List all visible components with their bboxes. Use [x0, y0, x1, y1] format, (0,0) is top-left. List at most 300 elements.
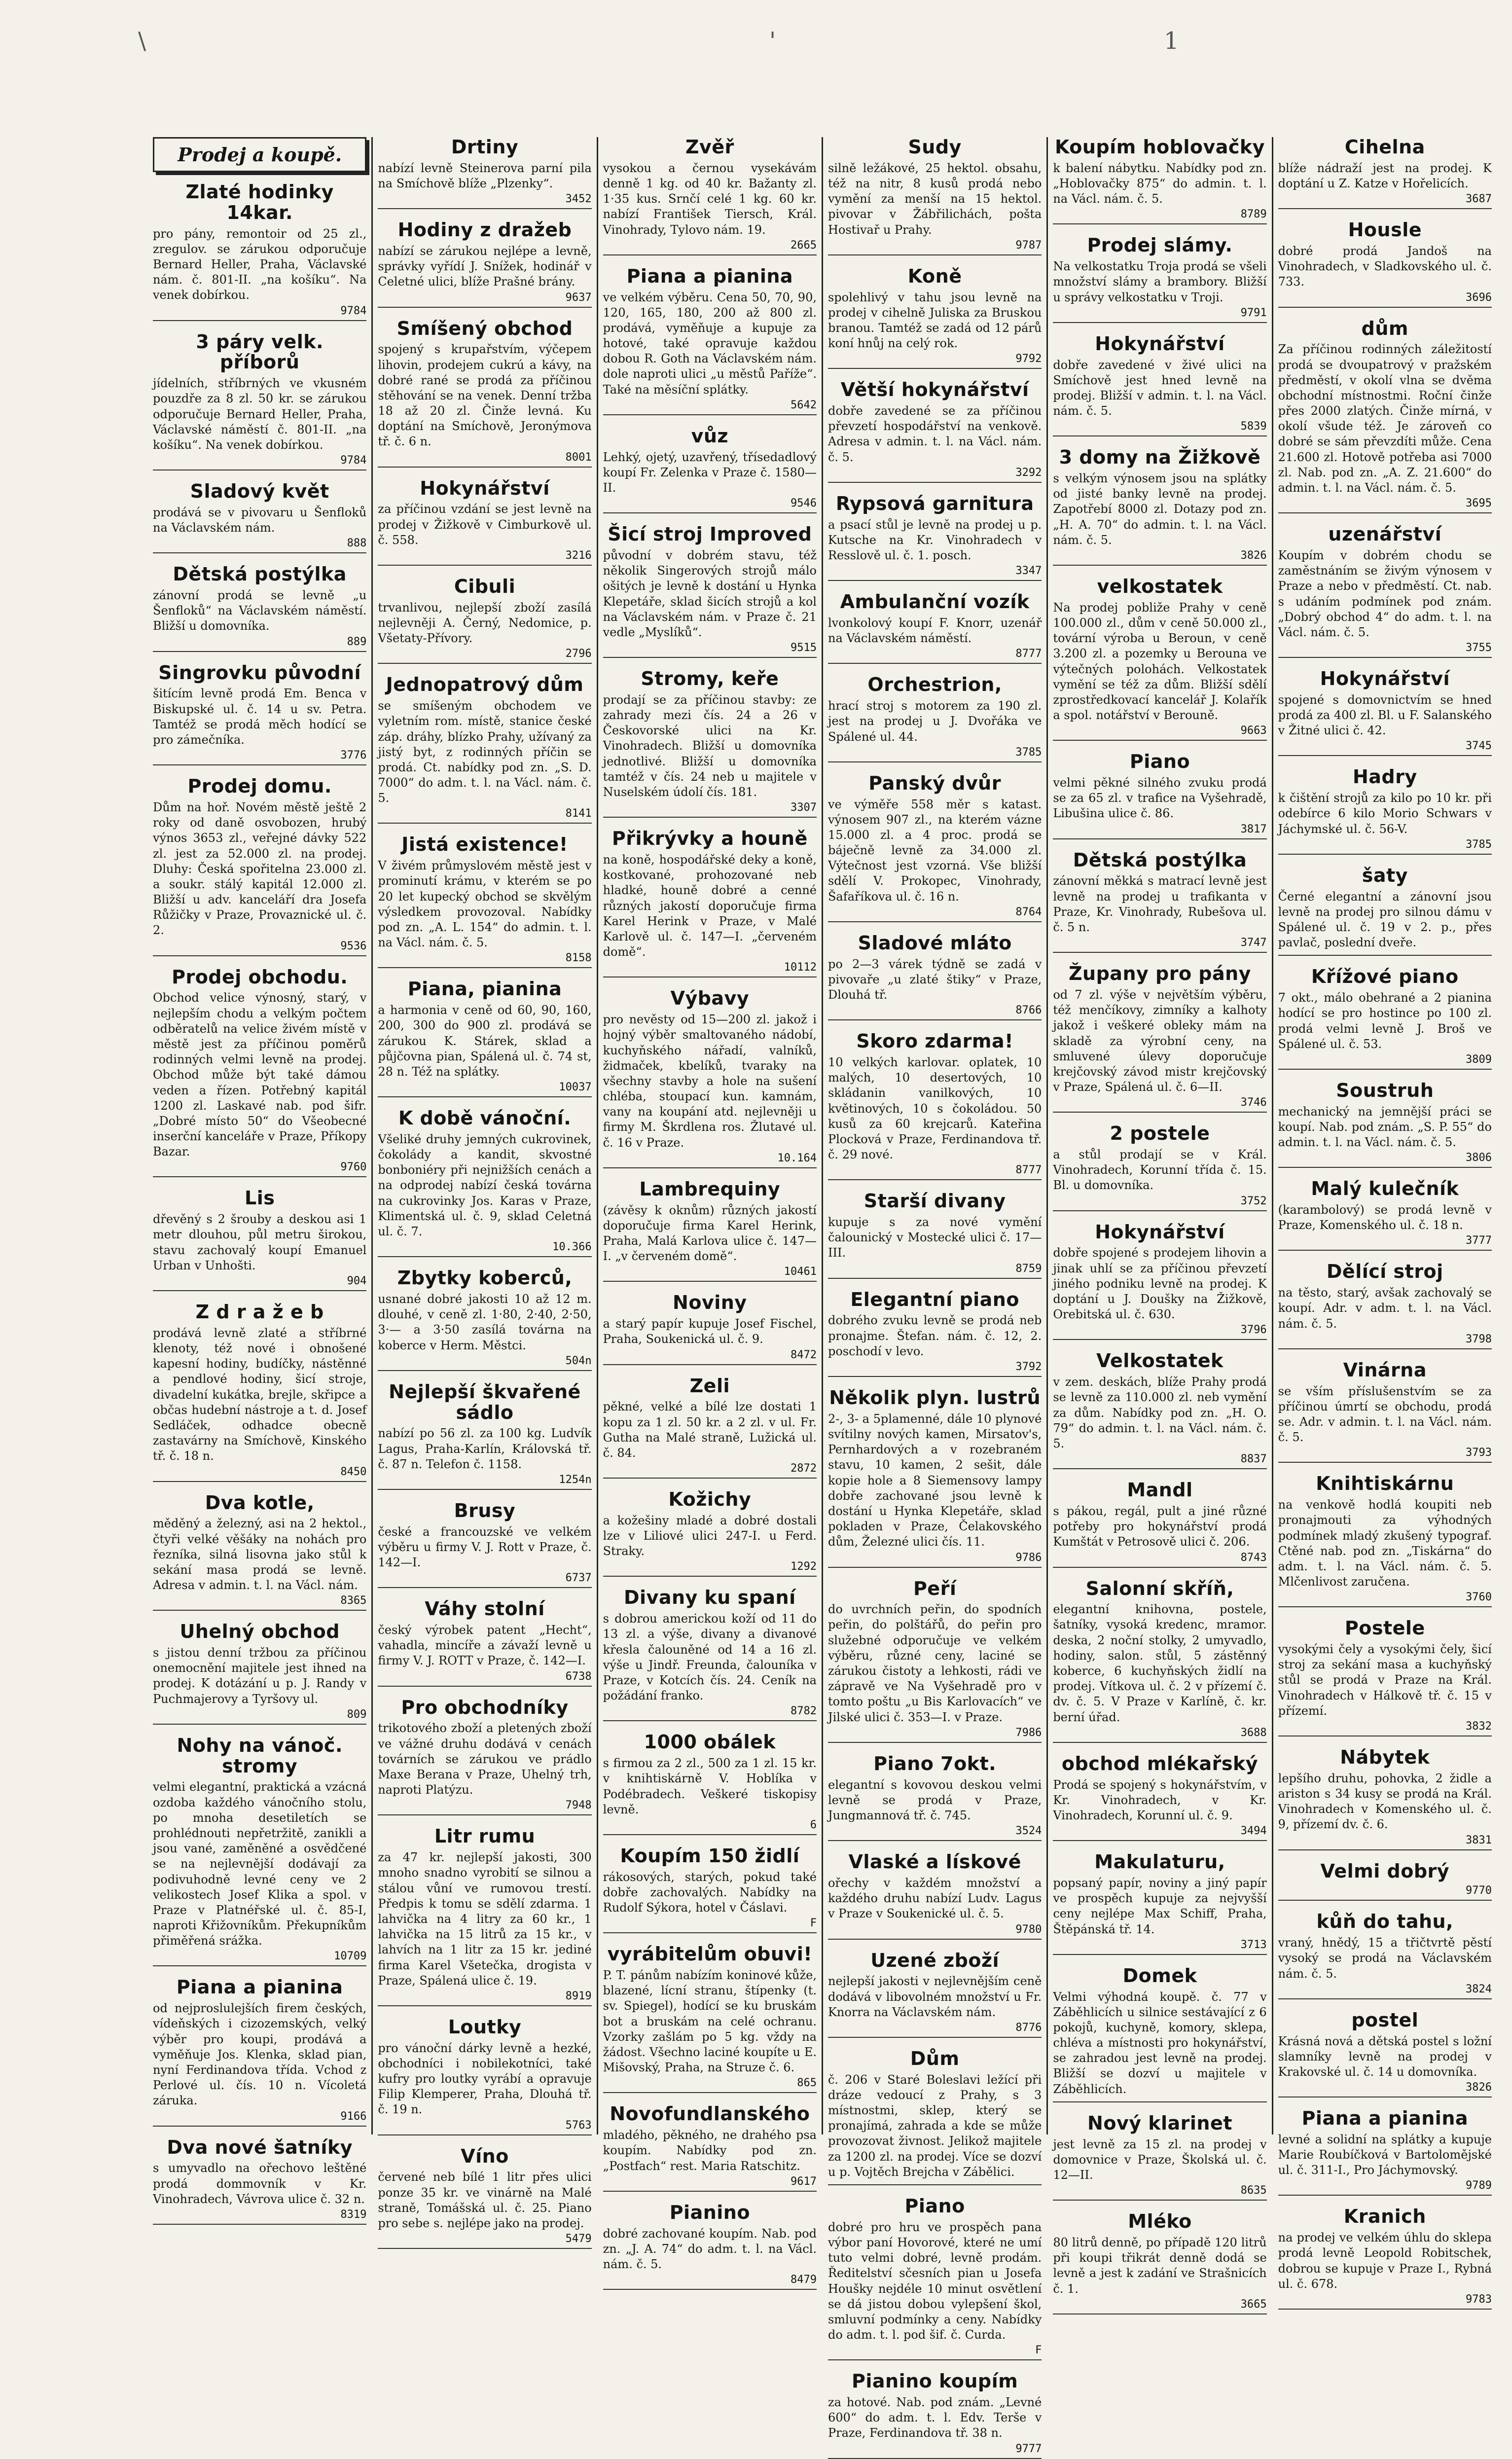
ad-reference-number: 3713 — [1240, 1938, 1267, 1951]
ad-text: ve výměře 558 měr s katast. výnosem 907 zl., na kterém vázne 15.000 zl. a 4 proc. prodá se báječně levně za 34.000 zl. Výtečnost jest vzorná. Vše bližší sdělí V. Prokopec, Vinohrady, Šafaříkova ul. č. 16 n. — [828, 797, 1042, 904]
ad-reference-number: 9770 — [1465, 1884, 1492, 1897]
classified-ad — [1278, 1360, 1492, 1463]
ad-title: Ambulanční vozík — [840, 591, 1030, 613]
ad-title: Víno — [461, 2145, 509, 2167]
classified-ad — [828, 675, 1042, 762]
ad-text: zánovní měkká s matrací levně jest levně na prodej u trafikanta v Praze, Kr. Vinohrady, Rubešova ul. č. 5 n. — [1053, 874, 1267, 935]
ad-title: kůň do tahu, — [1316, 1911, 1454, 1933]
ad-reference-number: 8319 — [340, 2208, 367, 2221]
ad-text: trvanlivou, nejlepší zboží zasílá nejlevněji A. Černý, Nedomice, p. Všetaty-Přívory. — [378, 600, 592, 646]
classified-ad — [828, 1754, 1042, 1841]
ad-text: Na prodej pobliže Prahy v ceně 100.000 zl., dům v ceně 50.000 zl., tovární výroba u Beroun, v ceně 3.200 zl. a pozemky u Berouna ve výtečných polohách. Velkostatek vymění se též za dům. Bližší sdělí zprostředkovací kancelář J. Kolařík a spol. notářství v Berouně. — [1053, 600, 1267, 723]
classified-ad — [1053, 235, 1266, 323]
classified-ad — [378, 979, 591, 1097]
ad-reference-number: 7948 — [565, 1799, 592, 1812]
ad-reference-number: 10461 — [784, 1266, 817, 1278]
ad-text: nabízí po 56 zl. za 100 kg. Ludvík Lagus, Praha-Karlín, Královská tř. č. 87 n. Telefon č. 1158. — [378, 1426, 592, 1471]
ad-title: Soustruh — [1336, 1079, 1434, 1101]
ad-text: elegantní s kovovou deskou velmi levně se prodá v Praze, Jungmannová tř. č. 745. — [828, 1777, 1042, 1822]
classified-ad — [603, 137, 817, 255]
ad-reference-number: 889 — [347, 635, 367, 648]
ad-text: od nejproslulejších firem českých, vídeňských i cizozemských, velký výběr pro koupi, prodává a vyměňuje Jos. Klenka, sklad pian, nyní Ferdinandova třída. Vchod z Perlové ul. čís. 10 n. Vícoletá záruka. — [153, 2001, 367, 2108]
ad-reference-number: 3793 — [1465, 1446, 1492, 1459]
ad-reference-number: 3760 — [1465, 1591, 1492, 1604]
ad-text: spojené s domovnictvím se hned prodá za 400 zl. Bl. u F. Salanského v Žitné ulici č. 42. — [1278, 692, 1492, 738]
classified-ad — [153, 1302, 366, 1482]
ad-title: Dům — [910, 2047, 960, 2069]
ad-text: 2-, 3- a 5plamenné, dále 10 plynové svítilny nových kamen, Mirsatov's, Pernhardových a v rozebraném stavu, 10 kamen, 2 sešit, dále kopie hole a 8 Siemensovy lampy dobře zachované jsou levně k dostání u Hynka Klepetáře, sklad pokladen v Praze, Čelakovského dům, Železné ulici čís. 11. — [828, 1411, 1042, 1549]
ad-text: a stůl prodají se v Král. Vinohradech, Korunní třída č. 15. Bl. u domovníka. — [1053, 1148, 1267, 1193]
ad-title: Mléko — [1128, 2210, 1192, 2233]
ad-reference-number: 9637 — [565, 291, 592, 304]
ad-title: Hokynářství — [1320, 668, 1450, 690]
classified-ad — [1053, 1966, 1266, 2102]
classified-ad — [828, 1951, 1042, 2038]
ad-reference-number: 1292 — [791, 1560, 817, 1573]
ad-title: Divany ku spaní — [624, 1587, 796, 1609]
ad-title: Pro obchodníky — [401, 1696, 569, 1718]
classified-ad — [153, 1736, 366, 1967]
ad-reference-number: 3831 — [1465, 1834, 1492, 1846]
classified-ad — [1278, 2206, 1492, 2310]
ad-title: Sladový květ — [190, 480, 329, 503]
ad-text: velmi elegantní, praktická a vzácná ozdoba každého vánočního stolu, po mnoha desetiletích se prohlédnouti nepřetržitě, zanikli a jsou vané, zaměněné a osvědčené se na nejlevnější dodávají za podivuhodně levné ceny ve 2 velikostech Josef Klika a spol. v Praze v Platnéřské ul. č. 85-I, naproti Křižovníkům. Překupníkům přiměřená srážka. — [153, 1780, 367, 1948]
ad-text: s velkým výnosem jsou na splátky od jisté banky levně na prodej. Zapotřebí 8000 zl. Dotazy pod zn. „H. A. 70“ do admin. t. l. na Václ. nám. č. 5. — [1053, 471, 1267, 547]
ad-reference-number: 3665 — [1240, 2298, 1267, 2311]
classified-ad — [1053, 964, 1266, 1113]
ad-title: Váhy stolní — [425, 1598, 545, 1620]
ad-text: a starý papír kupuje Josef Fischel, Praha, Soukenická ul. č. 9. — [603, 1317, 817, 1346]
ad-reference-number: 9166 — [340, 2110, 367, 2123]
classified-ad — [603, 1732, 817, 1835]
ad-title: Nový klarinet — [1087, 2112, 1232, 2134]
ad-title: 1000 obálek — [644, 1731, 776, 1753]
ad-title: Makulaturu, — [1094, 1851, 1225, 1873]
ad-reference-number: 9783 — [1465, 2293, 1492, 2306]
ad-title: uzenářství — [1328, 523, 1442, 545]
ad-title: Pianino koupím — [852, 2370, 1018, 2392]
classified-ad — [1053, 1123, 1266, 1211]
ad-reference-number: 8776 — [1015, 2021, 1042, 2034]
ad-title: Piana a pianina — [626, 265, 793, 287]
ad-title: dům — [1361, 317, 1408, 339]
classified-ad — [1053, 1579, 1266, 1743]
ad-title: Drtiny — [451, 136, 519, 158]
ad-title: postel — [1351, 2009, 1419, 2031]
classified-ad — [153, 481, 366, 553]
ad-reference-number: 3752 — [1240, 1194, 1267, 1207]
ad-text: lepšího druhu, pohovka, 2 židle a ariston s 34 kusy se prodá na Král. Vinohradech v Komenského ul. č. 9, přízemí dv. č. 6. — [1278, 1771, 1492, 1832]
ad-reference-number: 7986 — [1015, 1726, 1042, 1739]
classified-ad — [153, 776, 366, 956]
ad-text: se vším příslušenstvím se za příčinou úmrtí se obchodu, prodá se. Adr. v admin. t. l. na Václ. nám. č. 5. — [1278, 1384, 1492, 1445]
ad-text: pro nevěsty od 15—200 zl. jakož i hojný výběr smaltovaného nádobí, kuchyňského nářadí, valníků, židmaček, kbelíků, tvaraky na všechny stavby a hole na sušení chléba, stoupací kun. kamnám, vany na koupání atd. nejlevněji u firmy M. Škrdlena ros. Žlutavé ul. č. 16 v Praze. — [603, 1013, 817, 1150]
classified-ad — [1278, 669, 1492, 756]
ad-text: Za příčinou rodinných záležitostí prodá se dvoupatrový v pražském předměstí, v okolí vlna se dvěma obchodní místnostmi. Roční činže přes 2000 zlatých. Činže mírná, v okolí všude též. Je zároveň co dobré se sám převzdíti může. Cena 21.600 zl. Hotově potřeba asi 7000 zl. Nab. pod zn. „A. Z. 21.600“ do admin. t. l. na Václ. nám. č. 5. — [1278, 342, 1492, 495]
ad-title: Skoro zdarma! — [856, 1030, 1013, 1052]
ad-title: Zeli — [689, 1374, 730, 1397]
ad-text: Koupím v dobrém chodu se zaměstnáním se živým výnosem v Praze a nebo v předměstí. Ct. nab. s udáním podmínek pod znám. „Dobrý obchod 4“ do adm. t. l. na Václ. nám. č. 5. — [1278, 548, 1492, 639]
ad-title: Jistá existence! — [401, 833, 568, 856]
ad-reference-number: 888 — [347, 537, 367, 550]
ad-text: 10 velkých karlovar. oplatek, 10 malých, 10 desertových, 10 skládanin vanilkových, 10 květinových, 10 s čokoládou. 50 kusů za 60 krejcarů. Kateřina Plocková v Praze, Ferdinandova tř. č. 29 nové. — [828, 1055, 1042, 1162]
ad-reference-number: 504n — [565, 1354, 592, 1367]
ad-text: nabízí levně Steinerova parní pila na Smíchově blíže „Plzenky“. — [378, 161, 592, 190]
ad-text: český výrobek patent „Hecht“, vahadla, mincíře a závaží levně u firmy V. J. ROTT v Praze, č. 142—I. — [378, 1623, 592, 1668]
ad-text: původní v dobrém stavu, též několik Singerových strojů málo ošitých je levně k dostání u Hynka Klepetáře, sklad šicích strojů a kol na Václavském nám. v Praze č. 21 vedle „Myslíků“. — [603, 548, 817, 639]
ad-title: Knihtiskárnu — [1316, 1473, 1454, 1495]
classified-ad — [1278, 1912, 1492, 1999]
ad-reference-number: 10.164 — [777, 1152, 817, 1164]
classified-ad — [378, 220, 591, 307]
ad-reference-number: 3747 — [1240, 937, 1267, 949]
ad-title: Uzené zboží — [870, 1949, 1000, 1971]
ad-text: V živém průmyslovém městě jest v prominutí krámu, v kterém se po 20 let kupecký obchod se skvělým výsledkem provozoval. Nabídky pod zn. „A. L. 154“ do admin. t. l. na Václ. nám. č. 5. — [378, 859, 592, 950]
ad-text: se smíšeným obchodem ve vyletním rom. místě, stanice české záp. dráhy, blízko Prahy, užívaný za jistý byt, z rodinných příčin se prodá. Ct. nabídky pod zn. „S. D. 7000“ do adm. t. l. na Václ. nám. č. 5. — [378, 699, 592, 805]
ad-reference-number: 6738 — [565, 1670, 592, 1683]
ad-title: Dětská postýlka — [173, 563, 347, 585]
ad-title: Postele — [1344, 1617, 1425, 1639]
ad-reference-number: 9780 — [1015, 1923, 1042, 1936]
ad-text: a psací stůl je levně na prodej u p. Kutsche na Kr. Vinohradech v Resslově ul. č. 1. posch. — [828, 517, 1042, 562]
classified-ad — [603, 1179, 817, 1282]
ad-text: dřevěný s 2 šrouby a deskou asi 1 metr dlouhou, půl metru širokou, stavu zachovalý koupí Emanuel Urban v Unhošti. — [153, 1212, 367, 1272]
ad-reference-number: 3292 — [1015, 466, 1042, 479]
ad-reference-number: F — [1035, 2344, 1042, 2357]
ad-reference-number: 9784 — [340, 454, 367, 467]
classified-ad — [603, 266, 817, 415]
ad-text: pěkné, velké a bílé lze dostati 1 kopu za 1 zl. 50 kr. a 2 zl. v ul. Fr. Gutha na Malé straně, Lužická ul. č. 84. — [603, 1400, 817, 1460]
classified-ad — [1053, 2113, 1266, 2201]
ad-reference-number: 3826 — [1240, 549, 1267, 562]
ad-title: K době vánoční. — [398, 1107, 572, 1129]
ad-reference-number: 8001 — [565, 451, 592, 464]
classified-ad — [603, 426, 817, 513]
classified-ad — [153, 1977, 366, 2126]
ad-title: Sladové mláto — [858, 932, 1012, 954]
ad-title: Přikrývky a houně — [612, 828, 808, 850]
ad-reference-number: 3524 — [1015, 1825, 1042, 1838]
ad-reference-number: 2665 — [791, 239, 817, 252]
ad-title: Loutky — [448, 2016, 522, 2038]
classified-ad — [1053, 1480, 1266, 1567]
classified-ad — [1278, 137, 1492, 209]
classified-ad — [828, 494, 1042, 581]
ad-text: Krásná nová a dětská postel s ložní slamníky levně na prodej v Krakovské ul. č. 14 u domovníka. — [1278, 2034, 1492, 2079]
ad-reference-number: 3777 — [1465, 1234, 1492, 1247]
ad-reference-number: 3796 — [1240, 1324, 1267, 1337]
ad-reference-number: 3696 — [1465, 291, 1492, 304]
classified-ad — [378, 577, 591, 664]
classified-ad — [1278, 319, 1492, 514]
classified-ad — [153, 967, 366, 1178]
ad-text: na těsto, starý, avšak zachovalý se koupí. Adr. v adm. t. l. na Václ. nám. č. 5. — [1278, 1286, 1492, 1331]
classified-ad — [603, 829, 817, 977]
ads-column — [371, 136, 596, 2245]
ad-reference-number: 5839 — [1240, 420, 1267, 433]
ad-title: Větší hokynářství — [840, 379, 1029, 401]
ad-title: Sudy — [908, 136, 962, 158]
classified-ad — [603, 1489, 817, 1577]
ad-text: ořechy v každém množství a každého druhu nabízí Ludv. Lagus v Praze v Soukenické ul. č. 5. — [828, 1876, 1042, 1921]
classified-ad — [1278, 967, 1492, 1070]
ad-text: vraný, hnědý, 15 a třičtvrtě pěstí vysoký se prodá na Václavském nám. č. 5. — [1278, 1936, 1492, 1981]
ad-reference-number: 809 — [347, 1708, 367, 1721]
classified-ad — [828, 2196, 1042, 2360]
ad-text: pro pány, remontoir od 25 zl., zregulov. se zárukou odporučuje Bernard Heller, Praha, Václavské nám. č. 801-II. „na košíku“. Na venek dobírkou. — [153, 226, 367, 302]
ad-reference-number: 10709 — [334, 1950, 367, 1963]
ad-reference-number: 8766 — [1015, 1004, 1042, 1017]
section-title: Prodej a koupě. — [153, 137, 366, 172]
ad-text: levné a solidní na splátky a kupuje Marie Roubíčková v Bartolomějské ul. č. 311-I., Pro Jáchymovský. — [1278, 2132, 1492, 2177]
ad-text: na prodej ve velkém úhlu do sklepa prodá levně Leopold Robitschek, dobrou se kupuje v Praze I., Rybná ul. č. 678. — [1278, 2231, 1492, 2291]
ad-reference-number: 9663 — [1240, 724, 1267, 737]
ad-text: lvonkolový koupí F. Knorr, uzenář na Václavském náměstí. — [828, 615, 1042, 646]
ad-reference-number: 3687 — [1465, 193, 1492, 206]
classified-ad — [1053, 137, 1266, 224]
ad-title: Brusy — [454, 1499, 516, 1521]
ad-text: s umyvadlo na ořechovo leštěné prodá dommovník v Kr. Vinohradech, Vávrova ulice č. 32 n. — [153, 2161, 367, 2206]
ad-reference-number: 9791 — [1240, 306, 1267, 319]
classified-ad — [1053, 1222, 1266, 1340]
classified-ad — [1053, 577, 1266, 741]
ad-reference-number: 6 — [810, 1818, 817, 1831]
ad-title: Piana a pianina — [176, 1976, 343, 1998]
ad-reference-number: 3817 — [1240, 823, 1267, 835]
ad-reference-number: 904 — [347, 1275, 367, 1288]
classified-ad — [153, 332, 366, 471]
classified-ad — [1278, 220, 1492, 307]
ad-title: Koupím hoblovačky — [1054, 136, 1265, 158]
ad-title: Lis — [244, 1187, 275, 1209]
ad-reference-number: 3798 — [1465, 1333, 1492, 1345]
classified-ads-grid — [148, 136, 1497, 2455]
classified-ad — [1053, 850, 1266, 953]
ad-title: Nábytek — [1340, 1746, 1430, 1769]
ad-title: Litr rumu — [434, 1825, 536, 1847]
ad-title: Salonní skříň, — [1085, 1577, 1234, 1599]
ad-reference-number: 8919 — [565, 1989, 592, 2002]
ad-title: Kožichy — [668, 1488, 752, 1511]
classified-ad — [153, 663, 366, 766]
margin-mark: 1 — [1164, 27, 1179, 55]
ad-title: Piano — [1129, 751, 1190, 773]
ad-title: Prodej obchodu. — [172, 966, 348, 988]
classified-ad — [378, 478, 591, 566]
ad-text: české a francouzské ve velkém výběru u firmy V. J. Rott v Praze, č. 142—I. — [378, 1524, 592, 1570]
ad-text: usnané dobré jakosti 10 až 12 m. dlouhé, v ceně zl. 1·80, 2·40, 2·50, 3·— a 3·50 zasílá továrna na koberce v Herm. Městci. — [378, 1292, 592, 1352]
ads-column — [822, 136, 1046, 2455]
ad-text: č. 206 v Staré Boleslavi ležící při dráze vedoucí z Prahy, s 3 místnostmi, sklep, který se pronajímá, zahrada a kde se může provozovat živnost. Jelikož majitele za 1200 zl. na prodej. Více se dozví u p. Vojtěch Brejcha v Zábělici. — [828, 2072, 1042, 2179]
ad-title: Župany pro pány — [1069, 963, 1251, 985]
ad-title: Koupím 150 židlí — [620, 1844, 800, 1867]
classified-ad — [1053, 2211, 1266, 2314]
classified-ad — [603, 2104, 817, 2191]
ad-text: popsaný papír, noviny a jiný papír ve prospěch kupuje za nejvyšší ceny nejlépe Max Schiff, Praha, Štěpánská tř. 14. — [1053, 1876, 1267, 1936]
ad-reference-number: 9546 — [791, 497, 817, 510]
classified-ad — [828, 1031, 1042, 1180]
ad-text: 7 okt., málo obehrané a 2 pianina hodící se pro hostince po 100 zl. prodá velmi levně J. Broš ve Spálené ul. č. 53. — [1278, 991, 1492, 1051]
ad-reference-number: 5642 — [791, 398, 817, 411]
ad-text: Dům na hoř. Novém městě ještě 2 roky od daně osvobozen, hrubý výnos 3653 zl., veřejné dávky 522 zl. jest za 52.000 zl. na prodej. Dluhy: Česká spořitelna 23.000 zl. a soukr. stálý kapitál 12.000 zl. Bližší u adv. kanceláří dra Josefa Růžičky v Praze, Provaznické ul. č. 2. — [153, 800, 367, 938]
classified-ad — [378, 2017, 591, 2135]
ad-text: jest levně za 15 zl. na prodej v domovnice v Praze, Školská ul. č. 12—II. — [1053, 2137, 1267, 2182]
classified-ad — [603, 1376, 817, 1479]
ad-title: Uhelný obchod — [180, 1621, 340, 1643]
classified-ad — [603, 1293, 817, 1365]
classified-ad — [828, 773, 1042, 922]
ad-title: Housle — [1348, 219, 1422, 241]
ad-title: 2 postele — [1110, 1122, 1210, 1145]
ad-title: Hadry — [1352, 766, 1417, 788]
classified-ad — [1278, 2010, 1492, 2097]
classified-ad — [1278, 767, 1492, 854]
ad-title: Kranich — [1343, 2206, 1426, 2228]
ad-text: prodají se za příčinou stavby: ze zahrady mezi čís. 24 a 26 v Českovorské ulici na Kr. Vinohradech. Bližší u domovníka jednotlivé. Bližší u domovníka tamtéž v čís. 24 neb u majitele v Nuselském údolí čís. 181. — [603, 692, 817, 799]
ad-text: spojený s krupařstvím, výčepem lihovin, prodejem cukrú a kávy, na dobré rané se prodá za příčinou stěhování se na venek. Denní tržba 18 až 20 zl. Činže levná. Ku doptání na Smíchově, Jeronýmova tř. č. 6 n. — [378, 342, 592, 449]
ad-text: dobré prodá Jandoš na Vinohradech, v Sladkovského ul. č. 733. — [1278, 244, 1492, 289]
ad-reference-number: 3785 — [1465, 838, 1492, 851]
ad-reference-number: 9786 — [1015, 1551, 1042, 1564]
ad-text: Obchod velice výnosný, starý, v nejlepším chodu a velkým počtem odběratelů na velice živém místě v městě jest za příčinou poměrů rodinných velmi levně na prodej. Obchod může být také dámou veden a řízen. Potřebný kapitál 1200 zl. Laskavé nab. pod šifr. „Dobré místo 50“ do Všeobecné inserční kanceláře v Praze, Příkopy Bazar. — [153, 991, 367, 1159]
ad-reference-number: 8759 — [1015, 1262, 1042, 1275]
ad-reference-number: 9792 — [1015, 353, 1042, 365]
ad-title: Smíšený obchod — [396, 317, 573, 339]
classified-ad — [153, 182, 366, 321]
ad-text: s pákou, regál, pult a jiné různé potřeby pro hokynářství prodá Kumštát v Petrosově ulici č. 206. — [1053, 1504, 1267, 1549]
ad-title: Dětská postýlka — [1073, 849, 1247, 871]
ad-reference-number: 8782 — [791, 1705, 817, 1718]
ad-title: Nohy na vánoč. stromy — [177, 1734, 343, 1777]
ad-title: Prodej slámy. — [1087, 234, 1233, 256]
ad-reference-number: 8743 — [1240, 1551, 1267, 1564]
classified-ad — [828, 2371, 1042, 2459]
ad-reference-number: 3792 — [1015, 1361, 1042, 1374]
ad-text: v zem. deskách, blíže Prahy prodá se levně za 110.000 zl. neb vymění za dům. Nabídky pod zn. „H. O. 79“ do admin. t. l. na Václ. nám. č. 5. — [1053, 1375, 1267, 1450]
ad-text: Černé elegantní a zánovní jsou levně na prodej pro silnou dámu v Spálené ul. č. 19 v 2. p., přes pavlač, poslední dveře. — [1278, 889, 1492, 950]
ad-reference-number: 3452 — [565, 193, 592, 206]
ad-text: Prodá se spojený s hokynářstvím, v Kr. Vinohradech, v Kr. Vinohradech, Korunní ul. č. 9. — [1053, 1777, 1267, 1822]
ad-text: a harmonia v ceně od 60, 90, 160, 200, 300 do 900 zl. prodává se zárukou K. Stárek, sklad a půjčovna pian, Spálená ul. č. 74 st, 28 n. Též na splátky. — [378, 1003, 592, 1079]
ads-column — [1046, 136, 1271, 2311]
classified-ad — [1053, 1852, 1266, 1955]
classified-ad — [378, 1826, 591, 2006]
ad-title: Dělící stroj — [1326, 1261, 1443, 1283]
ad-text: rákosových, starých, pokud také dobře zachovalých. Nabídky na Rudolf Sýkora, hotel v Čáslavi. — [603, 1870, 817, 1915]
classified-ad — [828, 2049, 1042, 2185]
classified-ad — [378, 137, 591, 209]
classified-ad — [828, 380, 1042, 483]
classified-ad — [828, 1191, 1042, 1278]
ad-title: vyrábitelům obuvi! — [607, 1943, 813, 1965]
ad-title: obchod mlékařský — [1061, 1752, 1259, 1774]
ad-text: hrací stroj s motorem za 190 zl. jest na prodej u J. Dvořáka ve Spálené ul. 44. — [828, 699, 1042, 744]
classified-ad — [1053, 334, 1266, 437]
ad-reference-number: 10112 — [784, 961, 817, 974]
ad-title: Piano — [904, 2195, 965, 2217]
ad-reference-number: 3688 — [1240, 1726, 1267, 1739]
ad-text: P. T. pánům nabízím koninové kůže, blazené, lícní stranu, štípenky (t. sv. Spiegel), hodící se ku bruskám bot a bruskám na celé ochranu. Vzorky zašlám po 5 kg. vždy na žádost. Všechno laciné koupíte u E. Mišovský, Praha, na Struze č. 6. — [603, 1968, 817, 2075]
ad-reference-number: 3746 — [1240, 1096, 1267, 1109]
classified-ad — [828, 1852, 1042, 1939]
ad-text: červené neb bílé 1 litr přes ulici ponze 35 kr. ve vinárně na Malé straně, Tomášská ul. č. 25. Piano pro sebe s. nejlépe jako na prodej. — [378, 2170, 592, 2230]
ad-title: Piano 7okt. — [873, 1752, 997, 1774]
classified-ad — [828, 137, 1042, 255]
ad-title: Peří — [913, 1577, 957, 1599]
ad-title: Cihelna — [1344, 136, 1425, 158]
ad-text: blíže nádraží jest na prodej. K doptání u Z. Katze v Hořelicích. — [1278, 161, 1492, 190]
classified-ad — [378, 1698, 591, 1816]
ad-title: Zlaté hodinky 14kar. — [185, 181, 334, 223]
ad-text: mladého, pěkného, ne drahého psa koupím. Nabídky pod zn. „Postfach“ rest. Maria Ratschitz. — [603, 2128, 817, 2173]
classified-ad — [378, 1599, 591, 1686]
ad-text: spolehlivý v tahu jsou levně na prodej v cihelně Juliska za Bruskou branou. Tamtéž se zadá od 12 párů koní hnůj na celý rok. — [828, 290, 1042, 351]
ad-text: elegantní knihovna, postele, šatníky, vysoká kredenc, mramor. deska, 2 noční stolky, 2 umyvadlo, hodiny, salon. stůl, 5 zástěnný koberce, 6 kuchyňských židlí na prodej. Vítkova ul. č. 2 v přízemí č. dv. č. 5. V Praze v Karlíně, č. kr. berní úřad. — [1053, 1602, 1267, 1724]
ad-reference-number: 10.366 — [552, 1241, 592, 1254]
ad-title: Výbavy — [670, 987, 750, 1010]
ad-title: Malý kulečník — [1311, 1178, 1459, 1200]
ad-reference-number: 3695 — [1465, 497, 1492, 510]
ad-text: jídelních, stříbrných ve vkusném pouzdře za 8 zl. 50 kr. se zárukou odporučuje Bernard Heller, Praha, Václavské náměstí č. 801-II. „na košíku“. Na venek dobírkou. — [153, 376, 367, 452]
classified-ad — [1278, 1861, 1492, 1901]
ad-reference-number: 8141 — [565, 807, 592, 820]
classified-ad — [378, 834, 591, 968]
classified-ad — [153, 1622, 366, 1725]
ad-reference-number: 8777 — [1015, 648, 1042, 660]
classified-ad — [153, 1493, 366, 1611]
ad-title: Křížové piano — [1311, 966, 1459, 988]
ad-text: po 2—3 várek týdně se zadá v pivovaře „u zlaté štiky“ v Praze, Dlouhá tř. — [828, 957, 1042, 1002]
ad-title: Několik plyn. lustrů — [829, 1387, 1041, 1409]
ad-text: s dobrou americkou koží od 11 do 13 zl. a výše, divany a divanové křesla čalouněné od 14 a 16 zl. výše u Jindř. Freunda, čalouníka v Praze, v Kotcích čís. 24. Ceník na požádání franko. — [603, 1612, 817, 1703]
classified-ad — [828, 266, 1042, 369]
classified-ad — [603, 1944, 817, 2093]
ad-text: zánovní prodá se levně „u Šenfloků“ na Václavském náměstí. Bližší u domovníka. — [153, 588, 367, 633]
ad-title: Starší divany — [864, 1190, 1006, 1212]
classified-ad — [603, 2203, 817, 2290]
ad-text: mechanický na jemnější práci se koupí. Nab. pod znám. „S. P. 55“ do admin. t. l. na Václ. nám. č. 5. — [1278, 1104, 1492, 1150]
ad-reference-number: 8764 — [1015, 905, 1042, 918]
ad-title: Singrovku původní — [158, 661, 361, 684]
ad-reference-number: 1254n — [559, 1473, 592, 1486]
ad-title: Novofundlanského — [610, 2103, 810, 2125]
classified-ad — [603, 524, 817, 658]
classified-ad — [1278, 1618, 1492, 1736]
ad-title: Koně — [907, 265, 962, 287]
ad-title: Hokynářství — [1095, 332, 1225, 355]
ad-reference-number: 3806 — [1465, 1152, 1492, 1164]
ad-text: za 47 kr. nejlepší jakosti, 300 mnoho snadno vyrobití se silnou a stálou vůní ve rumovou trestí. Předpis k tomu se sdělí zdarma. 1 lahvička na 4 litry za 60 kr., 1 lahvička na 15 litrů za 15 kr., v lahvích na 1 litr za 15 kr. jediné firma Karel Všetečka, drogista v Praze, Spálená ulice č. 19. — [378, 1850, 592, 1988]
ad-title: Dva nové šatníky — [167, 2136, 353, 2158]
ad-text: k balení nábytku. Nabídky pod zn. „Hoblovačky 875“ do admin. t. l. na Václ. nám. č. 5. — [1053, 161, 1267, 206]
ad-title: 3 páry velk. příborů — [196, 330, 324, 373]
ad-text: vysokou a černou vysekávám denně 1 kg. od 40 kr. Bažanty zl. 1·35 kus. Srnčí celé 1 kg. 60 kr. nabízí František Tiersch, Král. Vinohrady, Tylovo nám. 19. — [603, 161, 817, 237]
ad-text: dobře zavedené v živé ulici na Smíchově jest hned levně na prodej. Bližší v admin. t. l. na Václ. nám. č. 5. — [1053, 358, 1267, 418]
classified-ad — [1278, 524, 1492, 658]
ad-title: Jednopatrový dům — [386, 674, 584, 696]
classified-ad — [603, 988, 817, 1168]
ad-reference-number: 8635 — [1240, 2184, 1267, 2197]
ad-reference-number: 3347 — [1015, 565, 1042, 578]
classified-ad — [378, 1382, 591, 1490]
ad-title: Hokynářství — [1095, 1221, 1225, 1243]
ad-reference-number: 9784 — [340, 304, 367, 317]
ad-reference-number: 5479 — [565, 2233, 592, 2245]
ad-title: šaty — [1362, 864, 1408, 886]
ad-reference-number: 3826 — [1465, 2081, 1492, 2094]
ad-title: Rypsová garnitura — [835, 492, 1034, 514]
ad-reference-number: 865 — [797, 2077, 817, 2090]
